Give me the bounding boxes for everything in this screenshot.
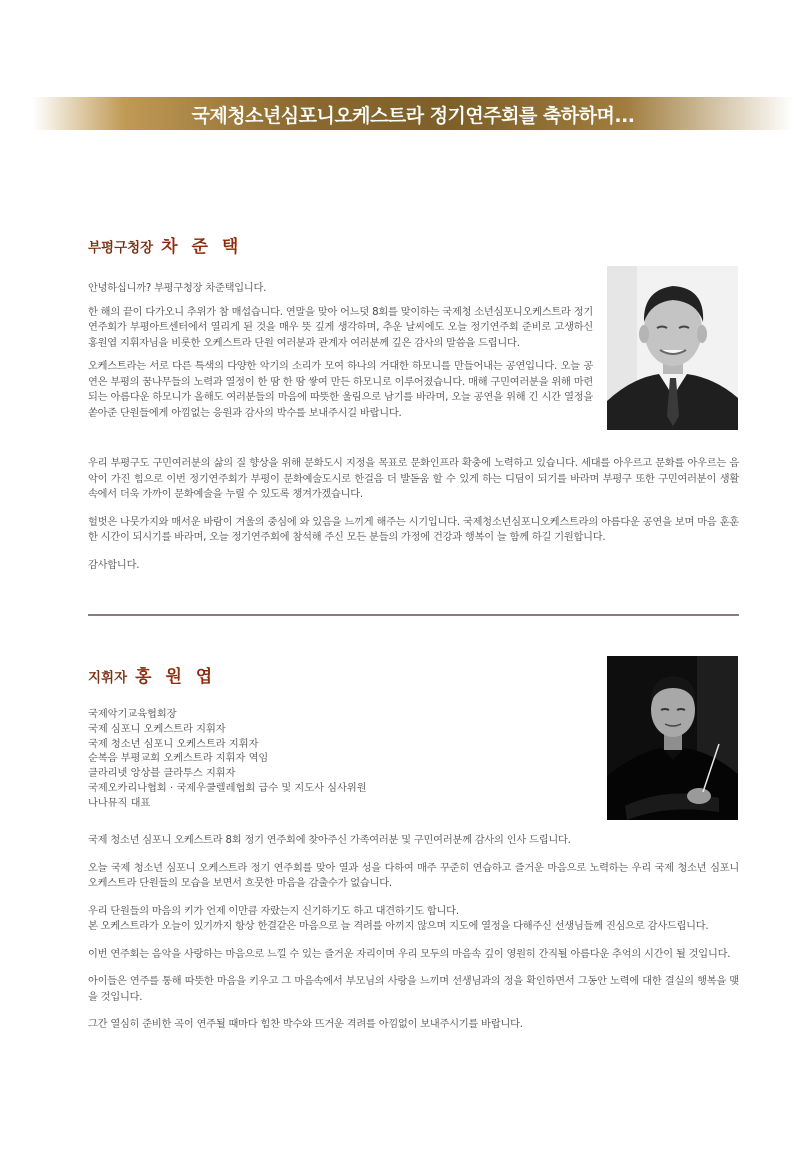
conductor-paragraph-6: 그간 열심히 준비한 곡이 연주될 때마다 힘찬 박수와 뜨거운 격려를 아낌없이 보내주시기를 바랍니다. [88, 1019, 523, 1030]
mayor-photo [607, 266, 738, 430]
conductor-paragraph-2: 오늘 국제 청소년 심포니 오케스트라 정기 연주회를 맞아 열과 성을 다하여 매주 꾸준히 연습하고 즐거운 마음으로 노력하는 우리 국제 청소년 심포니 오케스트라 단원들의 모습을 보면서 흐뭇한 마음을 감출수가 없습니다. [88, 862, 739, 889]
conductor-name: 홍 원 엽 [135, 667, 217, 687]
conductor-role: 지휘자 [88, 670, 128, 686]
conductor-paragraph-1: 국제 청소년 심포니 오케스트라 8회 정기 연주회에 찾아주신 가족여러분 및 구민여러분께 감사의 인사 드립니다. [88, 835, 571, 846]
title-banner [33, 97, 793, 130]
conductor-credentials [88, 708, 488, 812]
credential-item: 순복음 부평교회 오케스트라 지휘자 역임 [88, 753, 269, 765]
credential-item: 나나뮤직 대표 [88, 797, 151, 809]
credential-item: 국제오카리나협회 · 국제우쿨렐레협회 급수 및 지도사 심사위원 [88, 782, 367, 794]
conductor-paragraph-4: 이번 연주회는 음악을 사랑하는 마음으로 느낄 수 있는 즐거운 자리이며 우리 모두의 마음속 깊이 영원히 간직될 아름다운 추억의 시간이 될 것입니다. [88, 948, 731, 960]
conductor-photo [607, 656, 738, 820]
mayor-paragraph-6: 감사합니다. [88, 559, 140, 571]
credential-item: 클라리넷 앙상블 클라투스 지휘자 [88, 768, 236, 780]
credential-item: 국제 청소년 심포니 오케스트라 지휘자 [88, 738, 259, 750]
section-divider [88, 614, 739, 616]
mayor-intro-block [88, 281, 593, 421]
conductor-paragraph-3: 우리 단원들의 마음의 키가 언제 이만큼 자랐는지 신기하기도 하고 대견하기도 합니다. 본 오케스트라가 오늘이 있기까지 항상 한결같은 마음으로 늘 격려를 아끼지 않으며 지도에 열정을 다해주신 선생님들께 진심으로 감사드립니다. [88, 905, 709, 932]
mayor-body-block [88, 456, 739, 573]
mayor-paragraph-3: 오케스트라는 서로 다른 특색의 다양한 악기의 소리가 모여 하나의 거대한 하모니를 만들어내는 공연입니다. 오늘 공연은 부평의 꿈나무들의 노력과 열정이 한 땀 한 땀 쌓여 만든 하모니로 이루어졌습니다. 매해 구민여러분을 위해 마련되는 아름다운 하모니가 올해도 여러분들의 마음에 따뜻한 울림으로 남기를 바라며, 오늘 공연을 위해 긴 시간 열정을 쏟아준 단원들에게 아낌없는 응원과 감사의 박수를 보내주시길 바랍니다. [88, 361, 593, 419]
mayor-portrait-image [607, 266, 738, 430]
mayor-paragraph-5: 헐벗은 나뭇가지와 매서운 바람이 겨울의 중심에 와 있음을 느끼게 해주는 시기입니다. 국제청소년심포니오케스트라의 아름다운 공연을 보며 마음 훈훈한 시간이 되시기를 바라며, 오늘 정기연주회에 참석해 주신 모든 분들의 가정에 건강과 행복이 늘 함께 하길 기원합니다. [88, 516, 739, 543]
mayor-heading [88, 232, 739, 257]
mayor-name: 차 준 택 [161, 237, 243, 257]
mayor-paragraph-2: 한 해의 끝이 다가오니 추위가 참 매섭습니다. 연말을 맞아 어느덧 8회를 맞이하는 국제청 소년심포니오케스트라 정기연주회가 부평아트센터에서 열리게 된 것을 매우 뜻 깊게 생각하며, 추운 날씨에도 오늘 정기연주회 준비로 고생하신 홍원엽 지휘자님을 비롯한 오케스트라 단원 여러분과 관계자 여러분께 깊은 감사의 말씀을 드립니다. [88, 306, 593, 349]
mayor-role: 부평구청장 [88, 240, 154, 256]
conductor-body-block [88, 833, 739, 1033]
credential-item: 국제 심포니 오케스트라 지휘자 [88, 723, 226, 735]
conductor-portrait-image [607, 656, 738, 820]
credential-item: 국제악기교육협회장 [88, 709, 177, 720]
mayor-paragraph-4: 우리 부평구도 구민여러분의 삶의 질 향상을 위해 문화도시 지정을 목표로 문화인프라 확충에 노력하고 있습니다. 세대를 아우르고 문화를 아우르는 음악이 가진 힘으로 이번 정기연주회가 부평이 문화예술도시로 한걸음 더 발돋움 할 수 있게 하는 디딤이 되기를 바라며 부평구 또한 구민여러분이 생활 속에서 더욱 가까이 문화예술을 누릴 수 있도록 챙겨가겠습니다. [88, 458, 739, 500]
mayor-paragraph-1: 안녕하십니까? 부평구청장 차준택입니다. [88, 283, 267, 294]
page-title: 국제청소년심포니오케스트라 정기연주회를 축하하며... [191, 105, 635, 127]
conductor-paragraph-5: 아이들은 연주를 통해 따뜻한 마음을 키우고 그 마음속에서 부모님의 사랑을 느끼며 선생님과의 정을 확인하면서 그동안 노력에 대한 결실의 행복을 맺을 것입니다. [88, 976, 739, 1003]
